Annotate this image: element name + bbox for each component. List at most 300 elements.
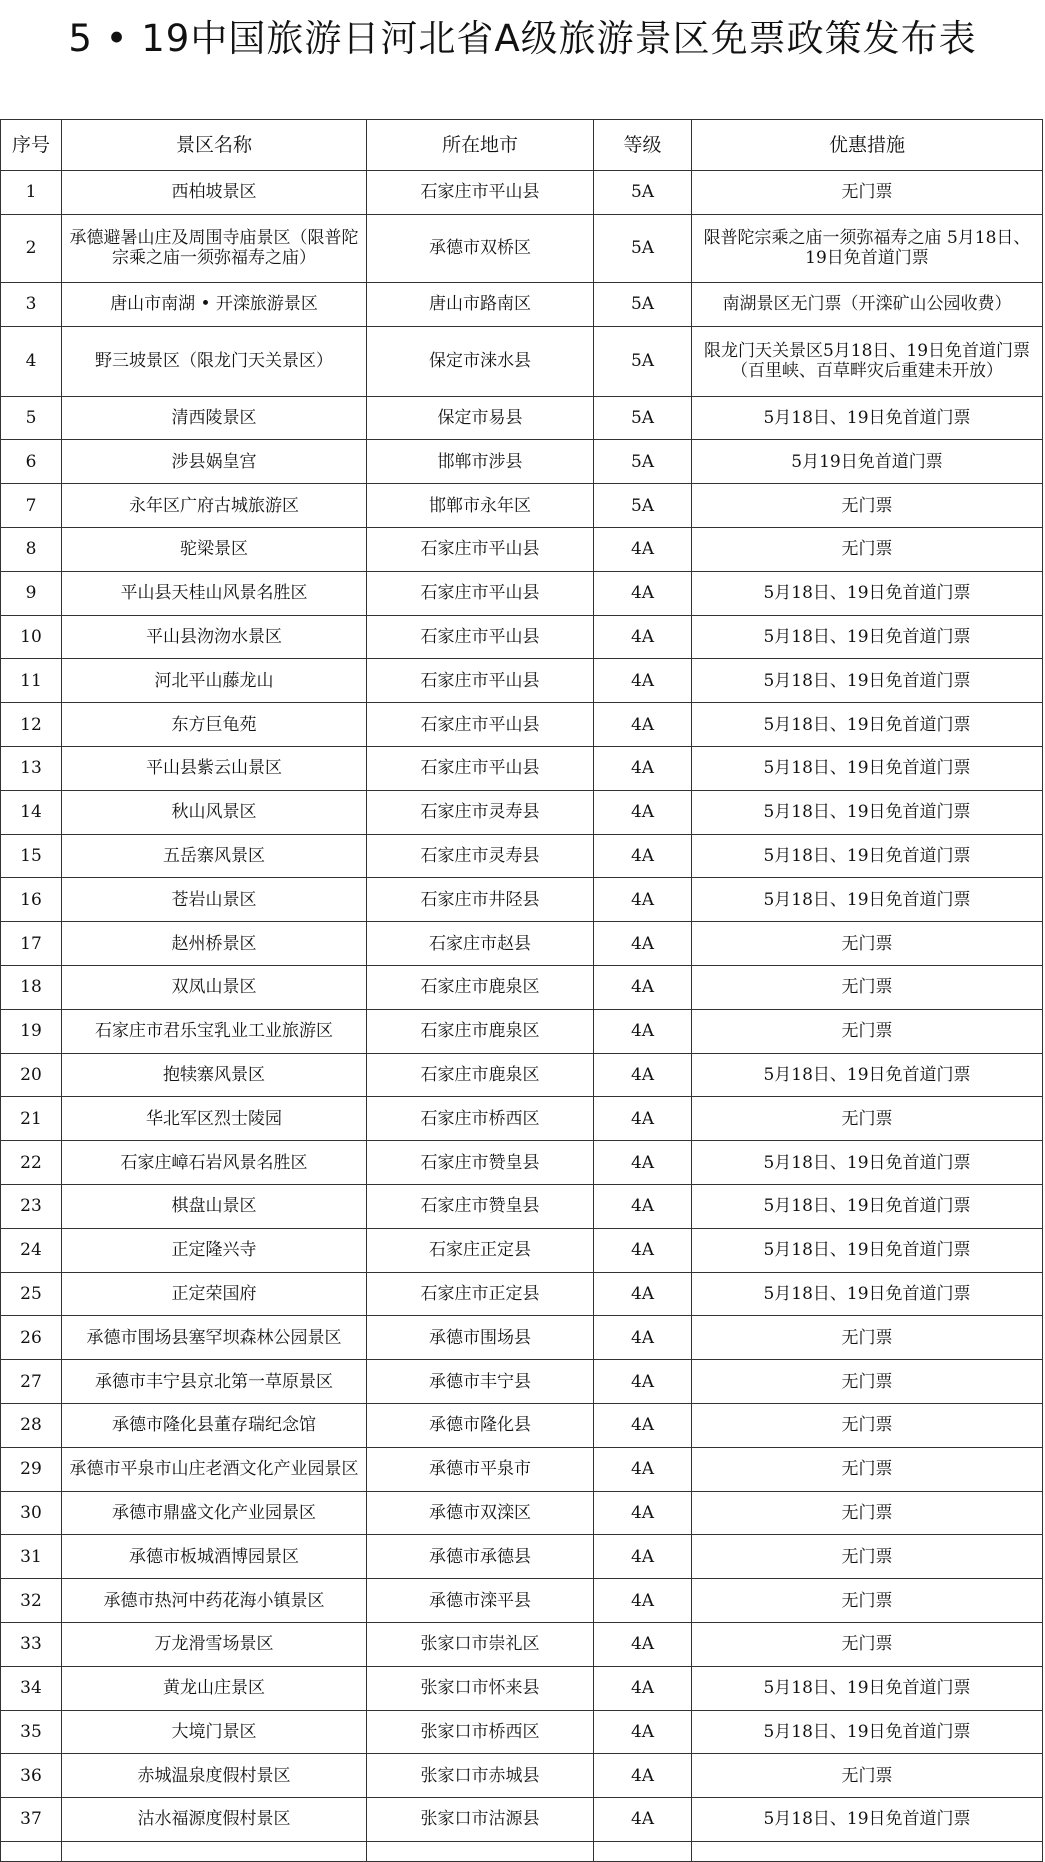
table-row: [1, 1622, 1043, 1666]
cell-policy-text: 南湖景区无门票（开滦矿山公园收费）: [722, 294, 1012, 315]
cell-policy-text: 限龙门天关景区5月18日、19日免首道门票: [703, 341, 1031, 362]
cell-name-text: 苍岩山景区: [171, 889, 257, 910]
cell-policy-text: 无门票: [841, 933, 893, 954]
cell-policy: [692, 171, 1043, 215]
cell-no-text: 34: [20, 1678, 42, 1699]
table-row: [1, 1360, 1043, 1404]
cell-city: [367, 1579, 594, 1623]
cell-no: [1, 1272, 62, 1316]
cell-policy: [692, 571, 1043, 615]
cell-grade: [594, 1009, 692, 1053]
table-row: [1, 484, 1043, 528]
cell-city-text: 石家庄市鹿泉区: [420, 1064, 540, 1085]
cell-no: [1, 922, 62, 966]
cell-grade-text: 5A: [630, 351, 655, 372]
cell-policy-text: 5月18日、19日免首道门票: [763, 407, 971, 428]
cell-no: [1, 1622, 62, 1666]
cell-grade-text: 4A: [630, 889, 655, 910]
cell-policy: [692, 1184, 1043, 1228]
cell-name: [62, 1579, 367, 1623]
cell-name-text: 承德市板城酒博园景区: [129, 1546, 299, 1567]
cell-no-text: 1: [25, 182, 37, 203]
cell-grade-text: 4A: [630, 1590, 655, 1611]
table-row: [1, 214, 1043, 282]
cell-policy-text: 无门票: [841, 1765, 893, 1786]
cell-no-text: 18: [20, 977, 42, 998]
cell-city: [367, 1316, 594, 1360]
cell-no-text: 31: [20, 1546, 42, 1567]
cell-policy-text: 无门票: [841, 495, 893, 516]
cell-grade: [594, 922, 692, 966]
cell-city: [367, 1272, 594, 1316]
cell-no: [1, 440, 62, 484]
cell-no: [1, 1316, 62, 1360]
cell-grade: [594, 1403, 692, 1447]
cell-name-text: 平山县沕沕水景区: [146, 626, 282, 647]
cell-grade: [594, 1141, 692, 1185]
cell-policy-text: 无门票: [841, 539, 893, 560]
cell-no-text: 21: [20, 1108, 42, 1129]
cell-grade: [594, 1184, 692, 1228]
cell-name: [62, 1141, 367, 1185]
cell-name-text: 正定隆兴寺: [171, 1240, 257, 1261]
cutoff-cell: [594, 1841, 692, 1861]
cell-name-text: 沽水福源度假村景区: [137, 1809, 291, 1830]
cell-grade-text: 4A: [630, 1415, 655, 1436]
cell-grade-text: 4A: [630, 1678, 655, 1699]
cell-city-text: 石家庄市桥西区: [420, 1108, 540, 1129]
cell-name: [62, 326, 367, 396]
cell-name: [62, 440, 367, 484]
cell-grade-text: 4A: [630, 977, 655, 998]
cell-policy: [692, 326, 1043, 396]
table-row: [1, 834, 1043, 878]
cell-city: [367, 703, 594, 747]
table-row: [1, 396, 1043, 440]
cell-city: [367, 965, 594, 1009]
cell-no-text: 12: [20, 714, 42, 735]
cell-no: [1, 703, 62, 747]
cell-city-text: 唐山市路南区: [429, 294, 531, 315]
cell-no-text: 19: [20, 1021, 42, 1042]
cell-policy-text: 5月18日、19日免首道门票: [763, 889, 971, 910]
cell-grade: [594, 326, 692, 396]
cell-name-text: 石家庄市君乐宝乳业工业旅游区: [95, 1021, 333, 1042]
cell-no-text: 37: [20, 1809, 42, 1830]
cell-grade: [594, 965, 692, 1009]
cell-grade-text: 4A: [630, 758, 655, 779]
cell-grade: [594, 282, 692, 326]
cell-policy-text: 5月18日、19日免首道门票: [763, 802, 971, 823]
cell-policy: [692, 440, 1043, 484]
cell-city-text: 承德市滦平县: [429, 1590, 531, 1611]
table-row: [1, 1447, 1043, 1491]
cell-policy-text: 无门票: [841, 1327, 893, 1348]
cell-name-text: 大境门景区: [171, 1721, 257, 1742]
cell-city-text: 张家口市赤城县: [420, 1765, 540, 1786]
cell-city: [367, 1754, 594, 1798]
cell-policy: [692, 1097, 1043, 1141]
table-row: [1, 1491, 1043, 1535]
cell-grade-text: 4A: [630, 1765, 655, 1786]
cell-city-text: 石家庄市灵寿县: [420, 802, 540, 823]
cell-name: [62, 746, 367, 790]
cell-policy: [692, 659, 1043, 703]
cell-name-text: 东方巨龟苑: [171, 714, 257, 735]
cell-no-text: 26: [20, 1327, 42, 1348]
cell-no: [1, 1666, 62, 1710]
table-row: [1, 326, 1043, 396]
cell-city-text: 邯郸市永年区: [429, 495, 531, 516]
table-header-row: [1, 120, 1043, 171]
cell-name: [62, 1535, 367, 1579]
cell-no-text: 36: [20, 1765, 42, 1786]
cell-grade: [594, 440, 692, 484]
table-row-cutoff: [1, 1841, 1043, 1861]
cell-policy: [692, 1228, 1043, 1272]
cell-city: [367, 484, 594, 528]
cell-policy: [692, 1360, 1043, 1404]
cell-name-text: 承德市热河中药花海小镇景区: [103, 1590, 325, 1611]
cell-city: [367, 1710, 594, 1754]
cell-grade: [594, 484, 692, 528]
cell-no-text: 15: [20, 845, 42, 866]
cell-no: [1, 396, 62, 440]
cell-no-text: 30: [20, 1502, 42, 1523]
table-row: [1, 615, 1043, 659]
cell-city: [367, 834, 594, 878]
cell-policy: [692, 282, 1043, 326]
cell-no: [1, 1491, 62, 1535]
cell-no: [1, 1447, 62, 1491]
cell-grade: [594, 171, 692, 215]
cell-policy: [692, 1141, 1043, 1185]
cell-city: [367, 1447, 594, 1491]
header-city: 所在地市: [367, 120, 594, 171]
cell-city: [367, 171, 594, 215]
cell-city-text: 石家庄市灵寿县: [420, 845, 540, 866]
cell-city: [367, 1360, 594, 1404]
cell-name: [62, 214, 367, 282]
cell-no: [1, 1403, 62, 1447]
cell-no: [1, 326, 62, 396]
cell-name-text: 承德市鼎盛文化产业园景区: [112, 1502, 316, 1523]
cutoff-cell: [62, 1841, 367, 1861]
cell-grade-text: 4A: [630, 1021, 655, 1042]
header-name: 景区名称: [62, 120, 367, 171]
cell-grade: [594, 834, 692, 878]
cutoff-cell: [692, 1841, 1043, 1861]
table-row: [1, 1097, 1043, 1141]
cell-no: [1, 1228, 62, 1272]
cell-name-text: 万龙滑雪场景区: [154, 1634, 274, 1655]
header-grade: 等级: [594, 120, 692, 171]
table-row: [1, 878, 1043, 922]
cell-grade-text: 4A: [630, 583, 655, 604]
cell-grade-text: 4A: [630, 1196, 655, 1217]
cell-policy: [692, 615, 1043, 659]
cell-no: [1, 1798, 62, 1842]
cell-policy: [692, 790, 1043, 834]
cell-no-text: 8: [25, 539, 37, 560]
cell-grade: [594, 659, 692, 703]
cell-name: [62, 171, 367, 215]
cell-no: [1, 1097, 62, 1141]
cell-city-text: 承德市围场县: [429, 1327, 531, 1348]
cell-city-text: 石家庄正定县: [429, 1240, 531, 1261]
cell-city: [367, 1009, 594, 1053]
cell-policy: [692, 484, 1043, 528]
cell-name: [62, 703, 367, 747]
cell-name: [62, 282, 367, 326]
cell-grade: [594, 1053, 692, 1097]
cell-no: [1, 484, 62, 528]
cell-city-text: 石家庄市平山县: [420, 539, 540, 560]
table-row: [1, 1798, 1043, 1842]
cell-policy-text: 无门票: [841, 1502, 893, 1523]
cell-grade: [594, 1798, 692, 1842]
cell-city: [367, 396, 594, 440]
cell-policy-text: 5月18日、19日免首道门票: [763, 714, 971, 735]
cell-city: [367, 1798, 594, 1842]
cell-no: [1, 834, 62, 878]
cell-policy-text: 无门票: [841, 1546, 893, 1567]
cell-city-text: 石家庄市井陉县: [420, 889, 540, 910]
cell-grade: [594, 615, 692, 659]
cell-policy-text: 无门票: [841, 1634, 893, 1655]
cell-city: [367, 790, 594, 834]
cell-policy-text: 5月18日、19日免首道门票: [763, 1678, 971, 1699]
cell-name-text: 抱犊寨风景区: [163, 1064, 265, 1085]
cell-no-text: 5: [25, 407, 37, 428]
cell-city-text: 石家庄市平山县: [420, 758, 540, 779]
cell-policy: [692, 1666, 1043, 1710]
cell-no-text: 27: [20, 1371, 42, 1392]
cell-city: [367, 615, 594, 659]
table-row: [1, 571, 1043, 615]
cell-grade-text: 4A: [630, 626, 655, 647]
cell-city-text: 石家庄市鹿泉区: [420, 977, 540, 998]
cell-policy: [692, 965, 1043, 1009]
cell-no: [1, 615, 62, 659]
table-row: [1, 527, 1043, 571]
table-row: [1, 1403, 1043, 1447]
cell-name: [62, 922, 367, 966]
cell-city-text: 张家口市怀来县: [420, 1678, 540, 1699]
cell-grade-text: 4A: [630, 1327, 655, 1348]
cell-name: [62, 615, 367, 659]
cell-policy: [692, 1622, 1043, 1666]
cell-policy: [692, 1754, 1043, 1798]
cell-policy: [692, 746, 1043, 790]
cell-grade: [594, 214, 692, 282]
cell-city-text: 石家庄市平山县: [420, 714, 540, 735]
cell-policy-text: 无门票: [841, 1371, 893, 1392]
cell-name-text: 平山县紫云山景区: [146, 758, 282, 779]
cell-policy-text: 无门票: [841, 977, 893, 998]
cell-grade-text: 5A: [630, 451, 655, 472]
cell-policy: [692, 1798, 1043, 1842]
cell-no-text: 14: [20, 802, 42, 823]
cell-city: [367, 1535, 594, 1579]
cell-no: [1, 214, 62, 282]
cell-city: [367, 746, 594, 790]
cell-grade-text: 4A: [630, 1240, 655, 1261]
cell-no: [1, 282, 62, 326]
cell-policy-text: 限普陀宗乘之庙一须弥福寿之庙 5月18日、19日免首道门票: [703, 228, 1031, 269]
cell-name-text: 西柏坡景区: [171, 182, 257, 203]
cell-policy-text: 5月18日、19日免首道门票: [763, 1240, 971, 1261]
cell-city: [367, 1666, 594, 1710]
cell-name-text: 秋山风景区: [171, 802, 257, 823]
cell-city-text: 承德市双桥区: [429, 238, 531, 259]
cell-policy: [692, 922, 1043, 966]
cell-no: [1, 527, 62, 571]
cell-name: [62, 834, 367, 878]
cell-city: [367, 1622, 594, 1666]
cell-grade: [594, 1491, 692, 1535]
cell-policy: [692, 1053, 1043, 1097]
cell-grade-text: 4A: [630, 1634, 655, 1655]
cell-policy: [692, 527, 1043, 571]
table-row: [1, 1272, 1043, 1316]
cell-city-text: 邯郸市涉县: [437, 451, 523, 472]
cell-city-text: 承德市平泉市: [429, 1459, 531, 1480]
cell-city: [367, 527, 594, 571]
cell-city: [367, 440, 594, 484]
cell-name-text: 正定荣国府: [171, 1283, 257, 1304]
cell-policy: [692, 878, 1043, 922]
cell-city: [367, 922, 594, 966]
cell-city-text: 承德市隆化县: [429, 1415, 531, 1436]
cell-name: [62, 1622, 367, 1666]
cell-no: [1, 1579, 62, 1623]
cell-name-text: 华北军区烈士陵园: [146, 1108, 282, 1129]
table-row: [1, 440, 1043, 484]
cell-no: [1, 1184, 62, 1228]
table-row: [1, 1184, 1043, 1228]
cell-city-text: 石家庄市平山县: [420, 583, 540, 604]
cell-policy: [692, 703, 1043, 747]
cell-name: [62, 1272, 367, 1316]
cell-name-text: 承德市围场县塞罕坝森林公园景区: [86, 1327, 342, 1348]
cell-grade-text: 5A: [630, 495, 655, 516]
cell-name: [62, 484, 367, 528]
cell-policy-text: 5月18日、19日免首道门票: [763, 1196, 971, 1217]
cell-city-text: 张家口市桥西区: [420, 1721, 540, 1742]
cell-grade: [594, 1447, 692, 1491]
cell-name-text: 承德市隆化县董存瑞纪念馆: [112, 1415, 316, 1436]
cell-name: [62, 1491, 367, 1535]
cell-city-text: 承德市双滦区: [429, 1502, 531, 1523]
cell-name-text: 五岳寨风景区: [163, 845, 265, 866]
cell-grade-text: 4A: [630, 1721, 655, 1742]
cell-no: [1, 171, 62, 215]
cell-no-text: 35: [20, 1721, 42, 1742]
cell-no: [1, 1754, 62, 1798]
cell-name: [62, 1754, 367, 1798]
cell-no: [1, 659, 62, 703]
cell-policy: [692, 1272, 1043, 1316]
cell-grade: [594, 703, 692, 747]
cutoff-cell: [367, 1841, 594, 1861]
cell-city-text: 石家庄市赞皇县: [420, 1152, 540, 1173]
cell-name: [62, 1798, 367, 1842]
cell-policy-text: 5月18日、19日免首道门票: [763, 626, 971, 647]
cell-policy-text: 无门票: [841, 1021, 893, 1042]
cell-name: [62, 1666, 367, 1710]
cell-city: [367, 326, 594, 396]
table-row: [1, 1228, 1043, 1272]
cell-name-text: 唐山市南湖 • 开滦旅游景区: [110, 294, 318, 315]
table-row: [1, 1710, 1043, 1754]
cell-name: [62, 1097, 367, 1141]
table-row: [1, 965, 1043, 1009]
cell-city-text: 石家庄市正定县: [420, 1283, 540, 1304]
table-row: [1, 746, 1043, 790]
cell-city: [367, 1053, 594, 1097]
cell-name: [62, 659, 367, 703]
cell-grade-text: 4A: [630, 1502, 655, 1523]
cell-name: [62, 1053, 367, 1097]
cell-grade-text: 4A: [630, 1546, 655, 1567]
cell-grade: [594, 1272, 692, 1316]
cell-name: [62, 1184, 367, 1228]
cell-grade: [594, 1097, 692, 1141]
table-row: [1, 1053, 1043, 1097]
cell-policy: [692, 834, 1043, 878]
table-row: [1, 1579, 1043, 1623]
cell-grade: [594, 1710, 692, 1754]
cell-no-text: 6: [25, 451, 37, 472]
cell-policy: [692, 396, 1043, 440]
cell-city: [367, 571, 594, 615]
cell-grade: [594, 1754, 692, 1798]
cell-policy-text: 5月18日、19日免首道门票: [763, 670, 971, 691]
cell-grade-text: 4A: [630, 1371, 655, 1392]
cell-city-text: 张家口市沽源县: [420, 1809, 540, 1830]
cell-policy-text: 5月18日、19日免首道门票: [763, 758, 971, 779]
cell-no-text: 28: [20, 1415, 42, 1436]
cell-grade: [594, 746, 692, 790]
cell-no: [1, 1053, 62, 1097]
cell-grade-text: 4A: [630, 1108, 655, 1129]
cell-grade-text: 4A: [630, 802, 655, 823]
cell-policy-text: 无门票: [841, 1415, 893, 1436]
cell-policy-text: 5月19日免首道门票: [791, 451, 943, 472]
cell-name-text: 野三坡景区（限龙门天关景区）: [95, 351, 333, 372]
cell-name: [62, 1447, 367, 1491]
cell-name: [62, 1710, 367, 1754]
cell-city: [367, 1403, 594, 1447]
table-row: [1, 1009, 1043, 1053]
cell-name: [62, 1360, 367, 1404]
cell-no: [1, 1141, 62, 1185]
cell-name-text: 双凤山景区: [171, 977, 257, 998]
cell-grade-text: 5A: [630, 182, 655, 203]
cell-policy-text: 5月18日、19日免首道门票: [763, 845, 971, 866]
cell-name: [62, 396, 367, 440]
header-policy: 优惠措施: [692, 120, 1043, 171]
cell-no-text: 17: [20, 933, 42, 954]
table-row: [1, 1754, 1043, 1798]
cell-no: [1, 1535, 62, 1579]
cell-city: [367, 282, 594, 326]
cell-policy-text: 无门票: [841, 182, 893, 203]
cell-city: [367, 1228, 594, 1272]
cell-grade: [594, 878, 692, 922]
cell-grade-text: 4A: [630, 1283, 655, 1304]
